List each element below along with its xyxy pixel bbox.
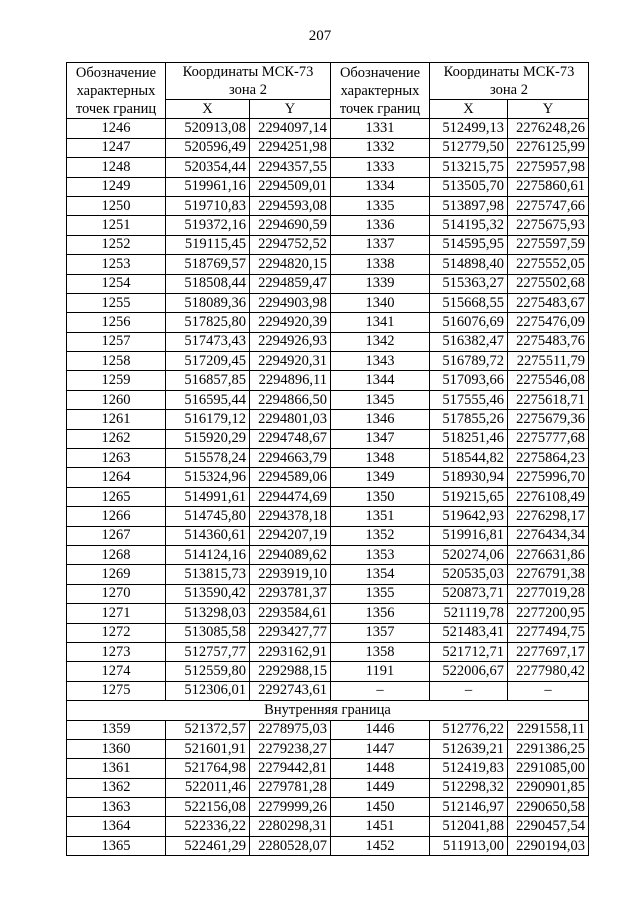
point-id-right: 1332	[331, 138, 430, 157]
y-right: 2275957,98	[508, 158, 589, 177]
x-right: 516789,72	[430, 352, 508, 371]
y-right: 2276248,26	[508, 119, 589, 138]
y-right: 2277980,42	[508, 662, 589, 681]
point-id-right: 1358	[331, 642, 430, 661]
table-row	[67, 293, 589, 312]
point-id-right: 1351	[331, 507, 430, 526]
y-left: 2294089,62	[250, 545, 331, 564]
x-right: 518251,46	[430, 429, 508, 448]
x-left: 521764,98	[166, 759, 250, 778]
point-id-right: 1338	[331, 255, 430, 274]
x-left: 512559,80	[166, 662, 250, 681]
x-left: 517209,45	[166, 352, 250, 371]
point-id-left: 1270	[67, 584, 166, 603]
point-id-right: 1353	[331, 545, 430, 564]
y-right: 2290901,85	[508, 778, 589, 797]
y-left: 2294920,31	[250, 352, 331, 371]
table-row	[67, 390, 589, 409]
x-right: –	[430, 681, 508, 700]
point-id-right: 1334	[331, 177, 430, 196]
table-row	[67, 798, 589, 817]
y-left: 2294748,67	[250, 429, 331, 448]
x-left: 512306,01	[166, 681, 250, 700]
x-right: 513897,98	[430, 196, 508, 215]
y-right: 2290650,58	[508, 798, 589, 817]
y-left: 2294752,52	[250, 235, 331, 254]
point-id-right: 1346	[331, 410, 430, 429]
table-row	[67, 681, 589, 700]
y-left: 2294920,39	[250, 313, 331, 332]
y-left: 2279442,81	[250, 759, 331, 778]
point-id-left: 1254	[67, 274, 166, 293]
point-id-left: 1275	[67, 681, 166, 700]
point-id-left: 1261	[67, 410, 166, 429]
x-right: 512146,97	[430, 798, 508, 817]
coords-header-right: Координаты МСК-73 зона 2	[430, 63, 589, 100]
point-id-left: 1263	[67, 449, 166, 468]
table-row	[67, 720, 589, 739]
point-id-left: 1360	[67, 739, 166, 758]
y-left: 2292743,61	[250, 681, 331, 700]
y-right: 2277019,28	[508, 584, 589, 603]
x-right: 511913,00	[430, 836, 508, 855]
y-left: 2279781,28	[250, 778, 331, 797]
x-left: 513298,03	[166, 604, 250, 623]
table-row	[67, 119, 589, 138]
y-right: 2291386,25	[508, 739, 589, 758]
point-id-left: 1273	[67, 642, 166, 661]
y-left: 2294357,55	[250, 158, 331, 177]
point-id-left: 1258	[67, 352, 166, 371]
table-row	[67, 565, 589, 584]
y-right: 2276434,34	[508, 526, 589, 545]
table-row	[67, 158, 589, 177]
point-id-right: 1449	[331, 778, 430, 797]
x-left: 521601,91	[166, 739, 250, 758]
y-right: 2275777,68	[508, 429, 589, 448]
point-id-left: 1269	[67, 565, 166, 584]
y-right: 2277494,75	[508, 623, 589, 642]
point-id-right: 1343	[331, 352, 430, 371]
point-id-right: –	[331, 681, 430, 700]
x-right: 521119,78	[430, 604, 508, 623]
table-row	[67, 274, 589, 293]
point-id-right: 1336	[331, 216, 430, 235]
x-right: 512298,32	[430, 778, 508, 797]
table-row	[67, 177, 589, 196]
table-row	[67, 138, 589, 157]
table-row	[67, 836, 589, 855]
coords-header-left: Координаты МСК-73 зона 2	[166, 63, 331, 100]
y-left: 2278975,03	[250, 720, 331, 739]
y-left: 2294474,69	[250, 487, 331, 506]
y-header-right: Y	[508, 100, 589, 119]
table-row	[67, 255, 589, 274]
point-id-right: 1344	[331, 371, 430, 390]
point-id-left: 1266	[67, 507, 166, 526]
point-id-right: 1357	[331, 623, 430, 642]
x-right: 520535,03	[430, 565, 508, 584]
point-id-right: 1331	[331, 119, 430, 138]
point-id-left: 1260	[67, 390, 166, 409]
point-id-left: 1247	[67, 138, 166, 157]
table-row	[67, 352, 589, 371]
point-id-left: 1253	[67, 255, 166, 274]
y-right: 2277697,17	[508, 642, 589, 661]
x-left: 513085,58	[166, 623, 250, 642]
y-left: 2294663,79	[250, 449, 331, 468]
x-left: 519115,45	[166, 235, 250, 254]
point-id-left: 1265	[67, 487, 166, 506]
point-id-right: 1333	[331, 158, 430, 177]
x-right: 512779,50	[430, 138, 508, 157]
x-left: 520913,08	[166, 119, 250, 138]
point-id-left: 1250	[67, 196, 166, 215]
y-left: 2293781,37	[250, 584, 331, 603]
y-right: 2276125,99	[508, 138, 589, 157]
point-id-right: 1342	[331, 332, 430, 351]
x-right: 515668,55	[430, 293, 508, 312]
y-right: 2275618,71	[508, 390, 589, 409]
table-row	[67, 604, 589, 623]
x-left: 514991,61	[166, 487, 250, 506]
table-row	[67, 449, 589, 468]
x-left: 522461,29	[166, 836, 250, 855]
y-right: 2275511,79	[508, 352, 589, 371]
y-right: 2275597,59	[508, 235, 589, 254]
x-right: 519916,81	[430, 526, 508, 545]
x-left: 515324,96	[166, 468, 250, 487]
point-id-right: 1345	[331, 390, 430, 409]
x-right: 514898,40	[430, 255, 508, 274]
y-right: 2275546,08	[508, 371, 589, 390]
x-left: 516857,85	[166, 371, 250, 390]
inner-section-title: Внутренняя граница	[67, 701, 589, 720]
table-row	[67, 817, 589, 836]
x-right: 517093,66	[430, 371, 508, 390]
point-id-left: 1267	[67, 526, 166, 545]
table-row	[67, 739, 589, 758]
y-left: 2294896,11	[250, 371, 331, 390]
y-right: 2275552,05	[508, 255, 589, 274]
table-row	[67, 759, 589, 778]
point-id-left: 1246	[67, 119, 166, 138]
x-left: 518769,57	[166, 255, 250, 274]
point-id-right: 1451	[331, 817, 430, 836]
x-right: 517855,26	[430, 410, 508, 429]
y-left: 2294509,01	[250, 177, 331, 196]
point-id-right: 1448	[331, 759, 430, 778]
point-id-right: 1340	[331, 293, 430, 312]
point-label-header-right: Обозначение характерных точек границ	[331, 63, 430, 119]
point-id-right: 1341	[331, 313, 430, 332]
point-id-right: 1347	[331, 429, 430, 448]
x-left: 519710,83	[166, 196, 250, 215]
y-right: 2290457,54	[508, 817, 589, 836]
table-row	[67, 410, 589, 429]
y-left: 2294801,03	[250, 410, 331, 429]
table-row	[67, 487, 589, 506]
y-left: 2294820,15	[250, 255, 331, 274]
y-left: 2293162,91	[250, 642, 331, 661]
point-id-left: 1364	[67, 817, 166, 836]
y-right: 2290194,03	[508, 836, 589, 855]
x-right: 521712,71	[430, 642, 508, 661]
x-right: 512419,83	[430, 759, 508, 778]
x-left: 522336,22	[166, 817, 250, 836]
point-id-left: 1268	[67, 545, 166, 564]
x-right: 512776,22	[430, 720, 508, 739]
y-left: 2279999,26	[250, 798, 331, 817]
x-left: 516179,12	[166, 410, 250, 429]
point-id-left: 1264	[67, 468, 166, 487]
y-left: 2293427,77	[250, 623, 331, 642]
point-id-right: 1352	[331, 526, 430, 545]
x-left: 517473,43	[166, 332, 250, 351]
point-id-left: 1359	[67, 720, 166, 739]
x-right: 512499,13	[430, 119, 508, 138]
table-row	[67, 526, 589, 545]
x-right: 512639,21	[430, 739, 508, 758]
x-right: 513505,70	[430, 177, 508, 196]
x-left: 514360,61	[166, 526, 250, 545]
x-left: 513590,42	[166, 584, 250, 603]
y-right: 2275483,67	[508, 293, 589, 312]
y-left: 2280528,07	[250, 836, 331, 855]
point-id-left: 1361	[67, 759, 166, 778]
y-right: 2291558,11	[508, 720, 589, 739]
x-left: 517825,80	[166, 313, 250, 332]
point-id-left: 1255	[67, 293, 166, 312]
x-right: 519642,93	[430, 507, 508, 526]
point-id-left: 1363	[67, 798, 166, 817]
y-left: 2294097,14	[250, 119, 331, 138]
x-right: 513215,75	[430, 158, 508, 177]
y-left: 2292988,15	[250, 662, 331, 681]
x-left: 519961,16	[166, 177, 250, 196]
coordinates-table	[66, 62, 589, 856]
y-left: 2294866,50	[250, 390, 331, 409]
section-row	[67, 701, 589, 720]
x-right: 520873,71	[430, 584, 508, 603]
point-id-left: 1256	[67, 313, 166, 332]
x-left: 518508,44	[166, 274, 250, 293]
y-right: 2275747,66	[508, 196, 589, 215]
point-id-right: 1350	[331, 487, 430, 506]
x-right: 521483,41	[430, 623, 508, 642]
point-id-left: 1274	[67, 662, 166, 681]
point-id-right: 1348	[331, 449, 430, 468]
y-right: 2275675,93	[508, 216, 589, 235]
table-row	[67, 623, 589, 642]
point-id-right: 1446	[331, 720, 430, 739]
point-id-right: 1452	[331, 836, 430, 855]
y-right: 2275860,61	[508, 177, 589, 196]
x-left: 514124,16	[166, 545, 250, 564]
x-left: 521372,57	[166, 720, 250, 739]
y-header-left: Y	[250, 100, 331, 119]
y-left: 2294207,19	[250, 526, 331, 545]
y-left: 2294690,59	[250, 216, 331, 235]
y-right: 2275476,09	[508, 313, 589, 332]
y-left: 2294251,98	[250, 138, 331, 157]
point-id-right: 1356	[331, 604, 430, 623]
point-id-left: 1249	[67, 177, 166, 196]
x-left: 520596,49	[166, 138, 250, 157]
y-right: 2275483,76	[508, 332, 589, 351]
table-row	[67, 429, 589, 448]
point-id-left: 1259	[67, 371, 166, 390]
point-id-left: 1272	[67, 623, 166, 642]
point-id-left: 1257	[67, 332, 166, 351]
point-id-right: 1349	[331, 468, 430, 487]
point-id-left: 1362	[67, 778, 166, 797]
x-left: 522011,46	[166, 778, 250, 797]
x-right: 519215,65	[430, 487, 508, 506]
point-id-left: 1251	[67, 216, 166, 235]
x-right: 515363,27	[430, 274, 508, 293]
y-left: 2294589,06	[250, 468, 331, 487]
table-row	[67, 778, 589, 797]
y-right: 2276791,38	[508, 565, 589, 584]
x-right: 522006,67	[430, 662, 508, 681]
point-id-left: 1262	[67, 429, 166, 448]
table-row	[67, 332, 589, 351]
y-left: 2293919,10	[250, 565, 331, 584]
x-right: 516076,69	[430, 313, 508, 332]
table-row	[67, 584, 589, 603]
y-left: 2294378,18	[250, 507, 331, 526]
y-left: 2294926,93	[250, 332, 331, 351]
table-row	[67, 216, 589, 235]
y-left: 2294593,08	[250, 196, 331, 215]
x-right: 512041,88	[430, 817, 508, 836]
x-right: 518544,82	[430, 449, 508, 468]
y-right: 2276108,49	[508, 487, 589, 506]
page-number: 207	[308, 28, 332, 44]
x-left: 516595,44	[166, 390, 250, 409]
x-right: 517555,46	[430, 390, 508, 409]
x-header-left: X	[166, 100, 250, 119]
x-header-right: X	[430, 100, 508, 119]
x-left: 515578,24	[166, 449, 250, 468]
table-row	[67, 468, 589, 487]
y-right: 2276631,86	[508, 545, 589, 564]
y-right: 2275996,70	[508, 468, 589, 487]
table-row	[67, 642, 589, 661]
point-id-left: 1248	[67, 158, 166, 177]
point-id-right: 1191	[331, 662, 430, 681]
y-right: 2291085,00	[508, 759, 589, 778]
x-right: 520274,06	[430, 545, 508, 564]
point-id-right: 1335	[331, 196, 430, 215]
y-left: 2280298,31	[250, 817, 331, 836]
x-left: 515920,29	[166, 429, 250, 448]
table-row	[67, 507, 589, 526]
y-right: 2275679,36	[508, 410, 589, 429]
point-label-header-left: Обозначение характерных точек границ	[67, 63, 166, 119]
y-right: 2276298,17	[508, 507, 589, 526]
point-id-right: 1447	[331, 739, 430, 758]
point-id-right: 1354	[331, 565, 430, 584]
x-right: 514595,95	[430, 235, 508, 254]
table-body	[67, 119, 589, 856]
table-row	[67, 313, 589, 332]
point-id-right: 1339	[331, 274, 430, 293]
x-right: 518930,94	[430, 468, 508, 487]
table-row	[67, 196, 589, 215]
x-right: 516382,47	[430, 332, 508, 351]
x-right: 514195,32	[430, 216, 508, 235]
point-id-left: 1365	[67, 836, 166, 855]
table-row	[67, 662, 589, 681]
x-left: 520354,44	[166, 158, 250, 177]
table-row	[67, 371, 589, 390]
x-left: 518089,36	[166, 293, 250, 312]
y-right: 2275864,23	[508, 449, 589, 468]
x-left: 514745,80	[166, 507, 250, 526]
y-left: 2294903,98	[250, 293, 331, 312]
table-row	[67, 235, 589, 254]
y-left: 2279238,27	[250, 739, 331, 758]
y-left: 2294859,47	[250, 274, 331, 293]
x-left: 519372,16	[166, 216, 250, 235]
y-right: 2277200,95	[508, 604, 589, 623]
x-left: 512757,77	[166, 642, 250, 661]
x-left: 513815,73	[166, 565, 250, 584]
y-right: 2275502,68	[508, 274, 589, 293]
point-id-left: 1252	[67, 235, 166, 254]
x-left: 522156,08	[166, 798, 250, 817]
y-right: –	[508, 681, 589, 700]
table-row	[67, 545, 589, 564]
point-id-right: 1450	[331, 798, 430, 817]
y-left: 2293584,61	[250, 604, 331, 623]
table-header	[67, 63, 589, 119]
point-id-right: 1337	[331, 235, 430, 254]
point-id-right: 1355	[331, 584, 430, 603]
point-id-left: 1271	[67, 604, 166, 623]
